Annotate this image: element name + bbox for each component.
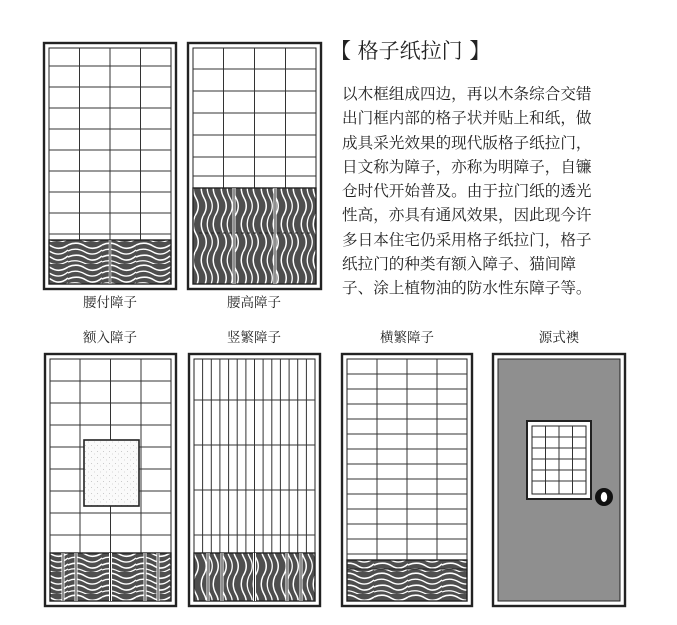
- description-line: 出门框内部的格子状并贴上和纸，做: [342, 109, 592, 128]
- description-line: 日文称为障子，亦称为明障子，自镰: [342, 157, 592, 176]
- door-gakuiri-glass-pane: [84, 440, 139, 506]
- door-tateshige-shoji: [189, 354, 320, 606]
- description-line: 性高，亦具有通风效果，因此现今许: [342, 206, 592, 225]
- door-label-5: 横繁障子: [380, 330, 434, 346]
- description-text: [342, 82, 672, 301]
- door-gakuiri-shoji: [45, 354, 176, 606]
- door-genji-handle: [595, 488, 613, 506]
- door-label-2: 腰高障子: [227, 295, 281, 311]
- description-line: 纸拉门的种类有额入障子、猫间障: [342, 255, 576, 274]
- description-line: 以木框组成四边，再以木条综合交错: [342, 85, 592, 103]
- door-yokoshige-shoji: [342, 354, 472, 606]
- description-line: 多日本住宅仍采用格子纸拉门，格子: [342, 230, 592, 249]
- door-koshidaka-shoji: [188, 43, 321, 289]
- door-label-1: 腰付障子: [83, 295, 137, 311]
- door-label-3: 额入障子: [83, 330, 137, 346]
- door-koshidaka-wood-panel: [193, 188, 316, 284]
- section-title: 【 格子纸拉门 】: [330, 39, 491, 63]
- door-koshitsuki-shoji: [44, 43, 176, 289]
- door-yokoshige-wood-panel: [347, 560, 467, 601]
- description-line: 子、涂上植物油的防水性东障子等。: [342, 279, 592, 298]
- door-label-4: 竖繁障子: [227, 330, 281, 346]
- door-label-6: 源式襖: [538, 330, 580, 346]
- description-line: 仓时代开始普及。由于拉门纸的透光: [342, 182, 592, 201]
- door-genji-fusuma: [493, 354, 625, 606]
- description-line: 成具采光效果的现代版格子纸拉门，: [342, 133, 592, 152]
